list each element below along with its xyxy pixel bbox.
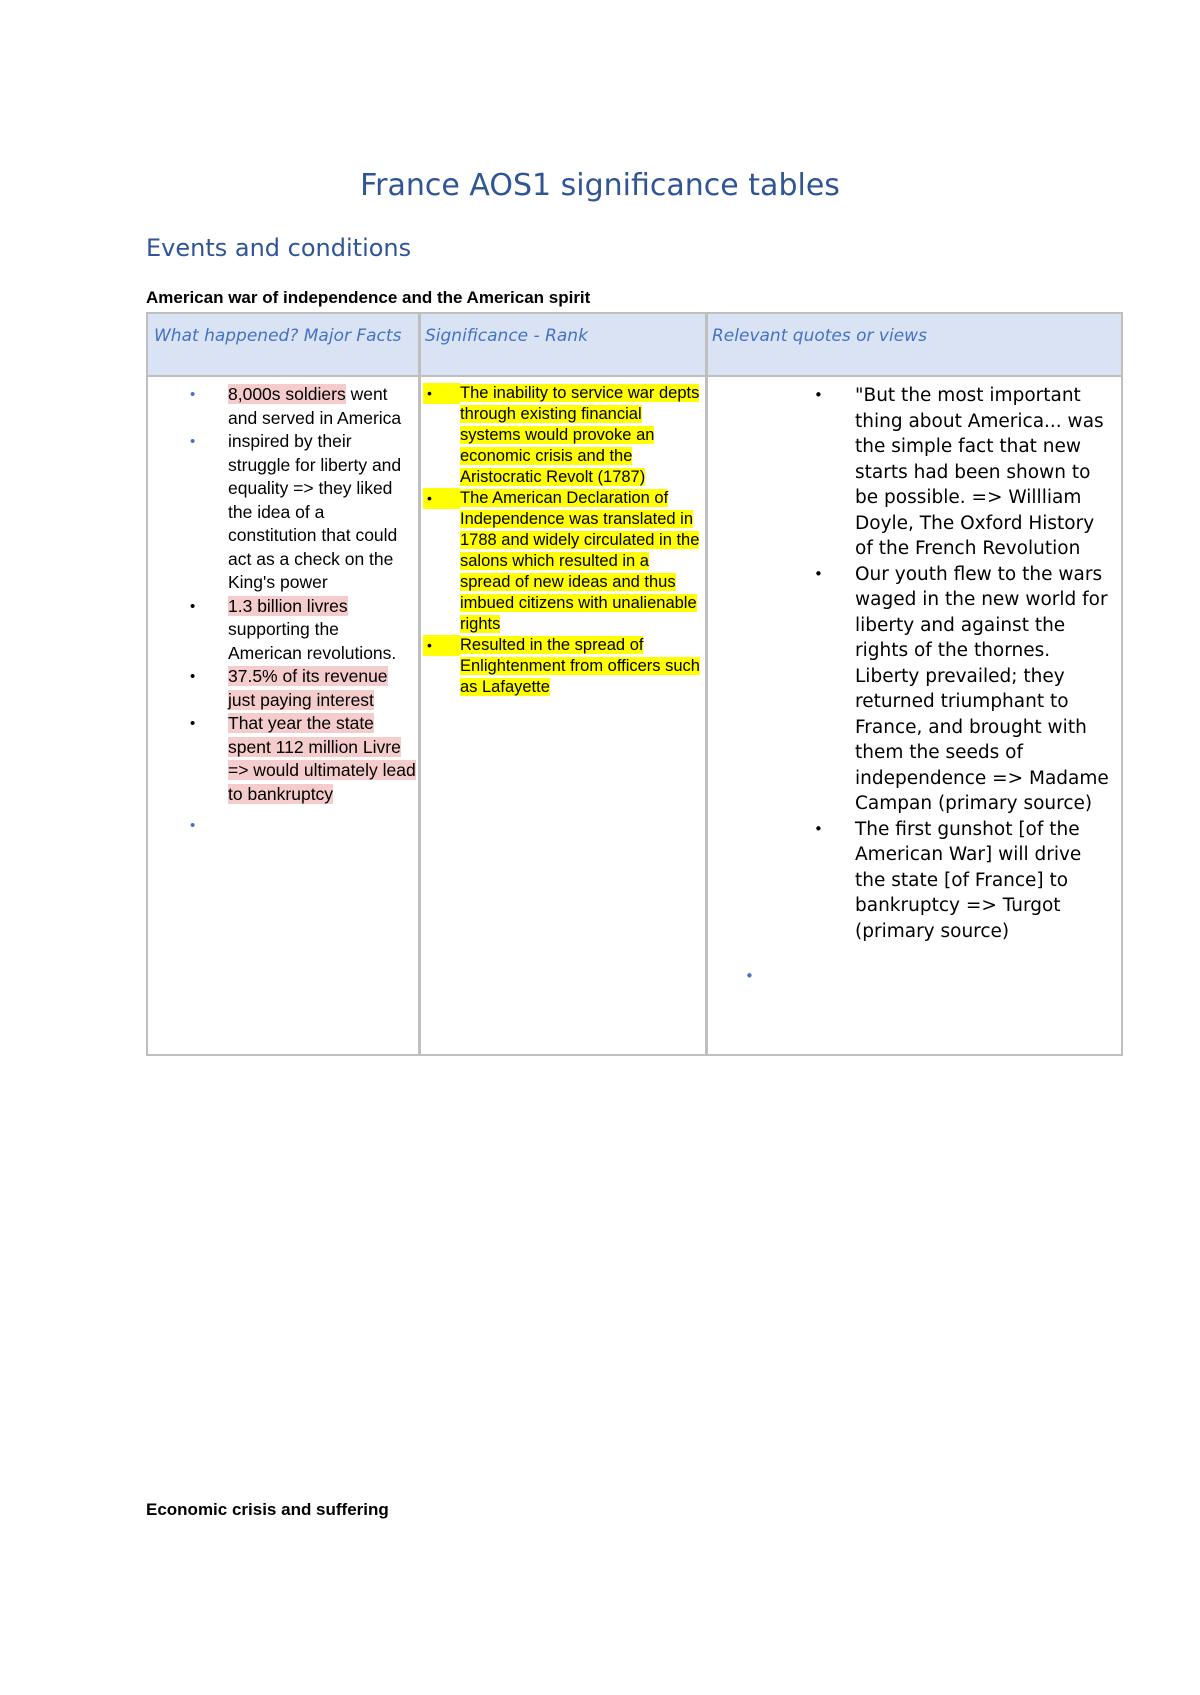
quotes-list (745, 383, 1115, 985)
bullet-icon: • (190, 433, 196, 450)
bullet-icon: • (190, 817, 196, 834)
facts-list (190, 383, 416, 842)
table-header-row (148, 314, 1121, 377)
quote-text: Our youth flew to the wars waged in the new world for liberty and against the rights of the thornes. Liberty prevailed; they returned triumphant to France, and brought with them the seeds of independence => Madame Campan (primary source) (855, 563, 1109, 814)
list-item (427, 383, 700, 488)
significance-text: The inability to service war depts through existing financial systems would provoke an economic crisis and the Aristocratic Revolt (1787) (460, 384, 700, 486)
bullet-icon: • (190, 715, 196, 732)
list-item (814, 383, 1115, 562)
header-significance: Significance - Rank (425, 326, 588, 346)
significance-table (146, 312, 1123, 1056)
document-title: France AOS1 significance tables (360, 168, 840, 203)
list-item (427, 488, 700, 635)
list-item-empty (745, 944, 1115, 985)
significance-text: Resulted in the spread of Enlightenment from officers such as Lafayette (460, 636, 700, 696)
quote-text: The first gunshot [of the American War] will drive the state [of France] to bankruptcy => Turgot (primary source) (855, 818, 1082, 942)
table-caption-american-war: American war of independence and the American spirit (146, 288, 591, 307)
header-quotes: Relevant quotes or views (712, 326, 927, 346)
bullet-icon: • (423, 383, 460, 404)
highlighted-text: That year the state spent 112 million Livre => would ultimately lead to bankruptcy (228, 713, 416, 804)
list-item (190, 595, 416, 666)
bullet-icon: • (814, 386, 823, 404)
list-item (814, 817, 1115, 945)
list-item (190, 665, 416, 712)
bullet-icon: • (423, 635, 460, 656)
list-item-empty (190, 806, 416, 842)
fact-text: went and served in America (228, 384, 402, 428)
highlighted-text: 1.3 billion livres (228, 595, 348, 616)
bullet-icon: • (190, 386, 196, 403)
fact-text: supporting the American revolutions. (228, 619, 397, 663)
list-item (190, 712, 416, 806)
bullet-icon: • (190, 597, 196, 615)
column-divider (705, 314, 708, 1054)
quote-text: "But the most important thing about America... was the simple fact that new starts had been shown to be possible. => Willliam Doyle, The Oxford History of the French Revolution (855, 385, 1104, 559)
column-divider (418, 314, 421, 1054)
list-item (814, 562, 1115, 817)
highlighted-text: 8,000s soldiers (228, 384, 346, 404)
list-item (190, 383, 416, 430)
significance-text: The American Declaration of Independence was translated in 1788 and widely circulated in the salons which resulted in a spread of new ideas and thus imbued citizens with unalienable rights (460, 489, 700, 633)
bullet-icon: • (745, 967, 754, 985)
fact-text: inspired by their struggle for liberty and equality => they liked the idea of a constitution that could act as a check on the King's power (228, 431, 402, 592)
bullet-icon: • (190, 668, 196, 685)
significance-list (427, 383, 700, 698)
bullet-icon: • (814, 819, 823, 838)
table-caption-economic-crisis: Economic crisis and suffering (146, 1500, 389, 1519)
list-item (190, 430, 416, 595)
bullet-icon: • (814, 564, 823, 583)
list-item (427, 635, 700, 698)
bullet-icon: • (423, 488, 460, 509)
highlighted-text: 37.5% of its revenue just paying interest (228, 666, 388, 710)
header-major-facts: What happened? Major Facts (154, 326, 402, 346)
section-heading: Events and conditions (146, 234, 412, 262)
